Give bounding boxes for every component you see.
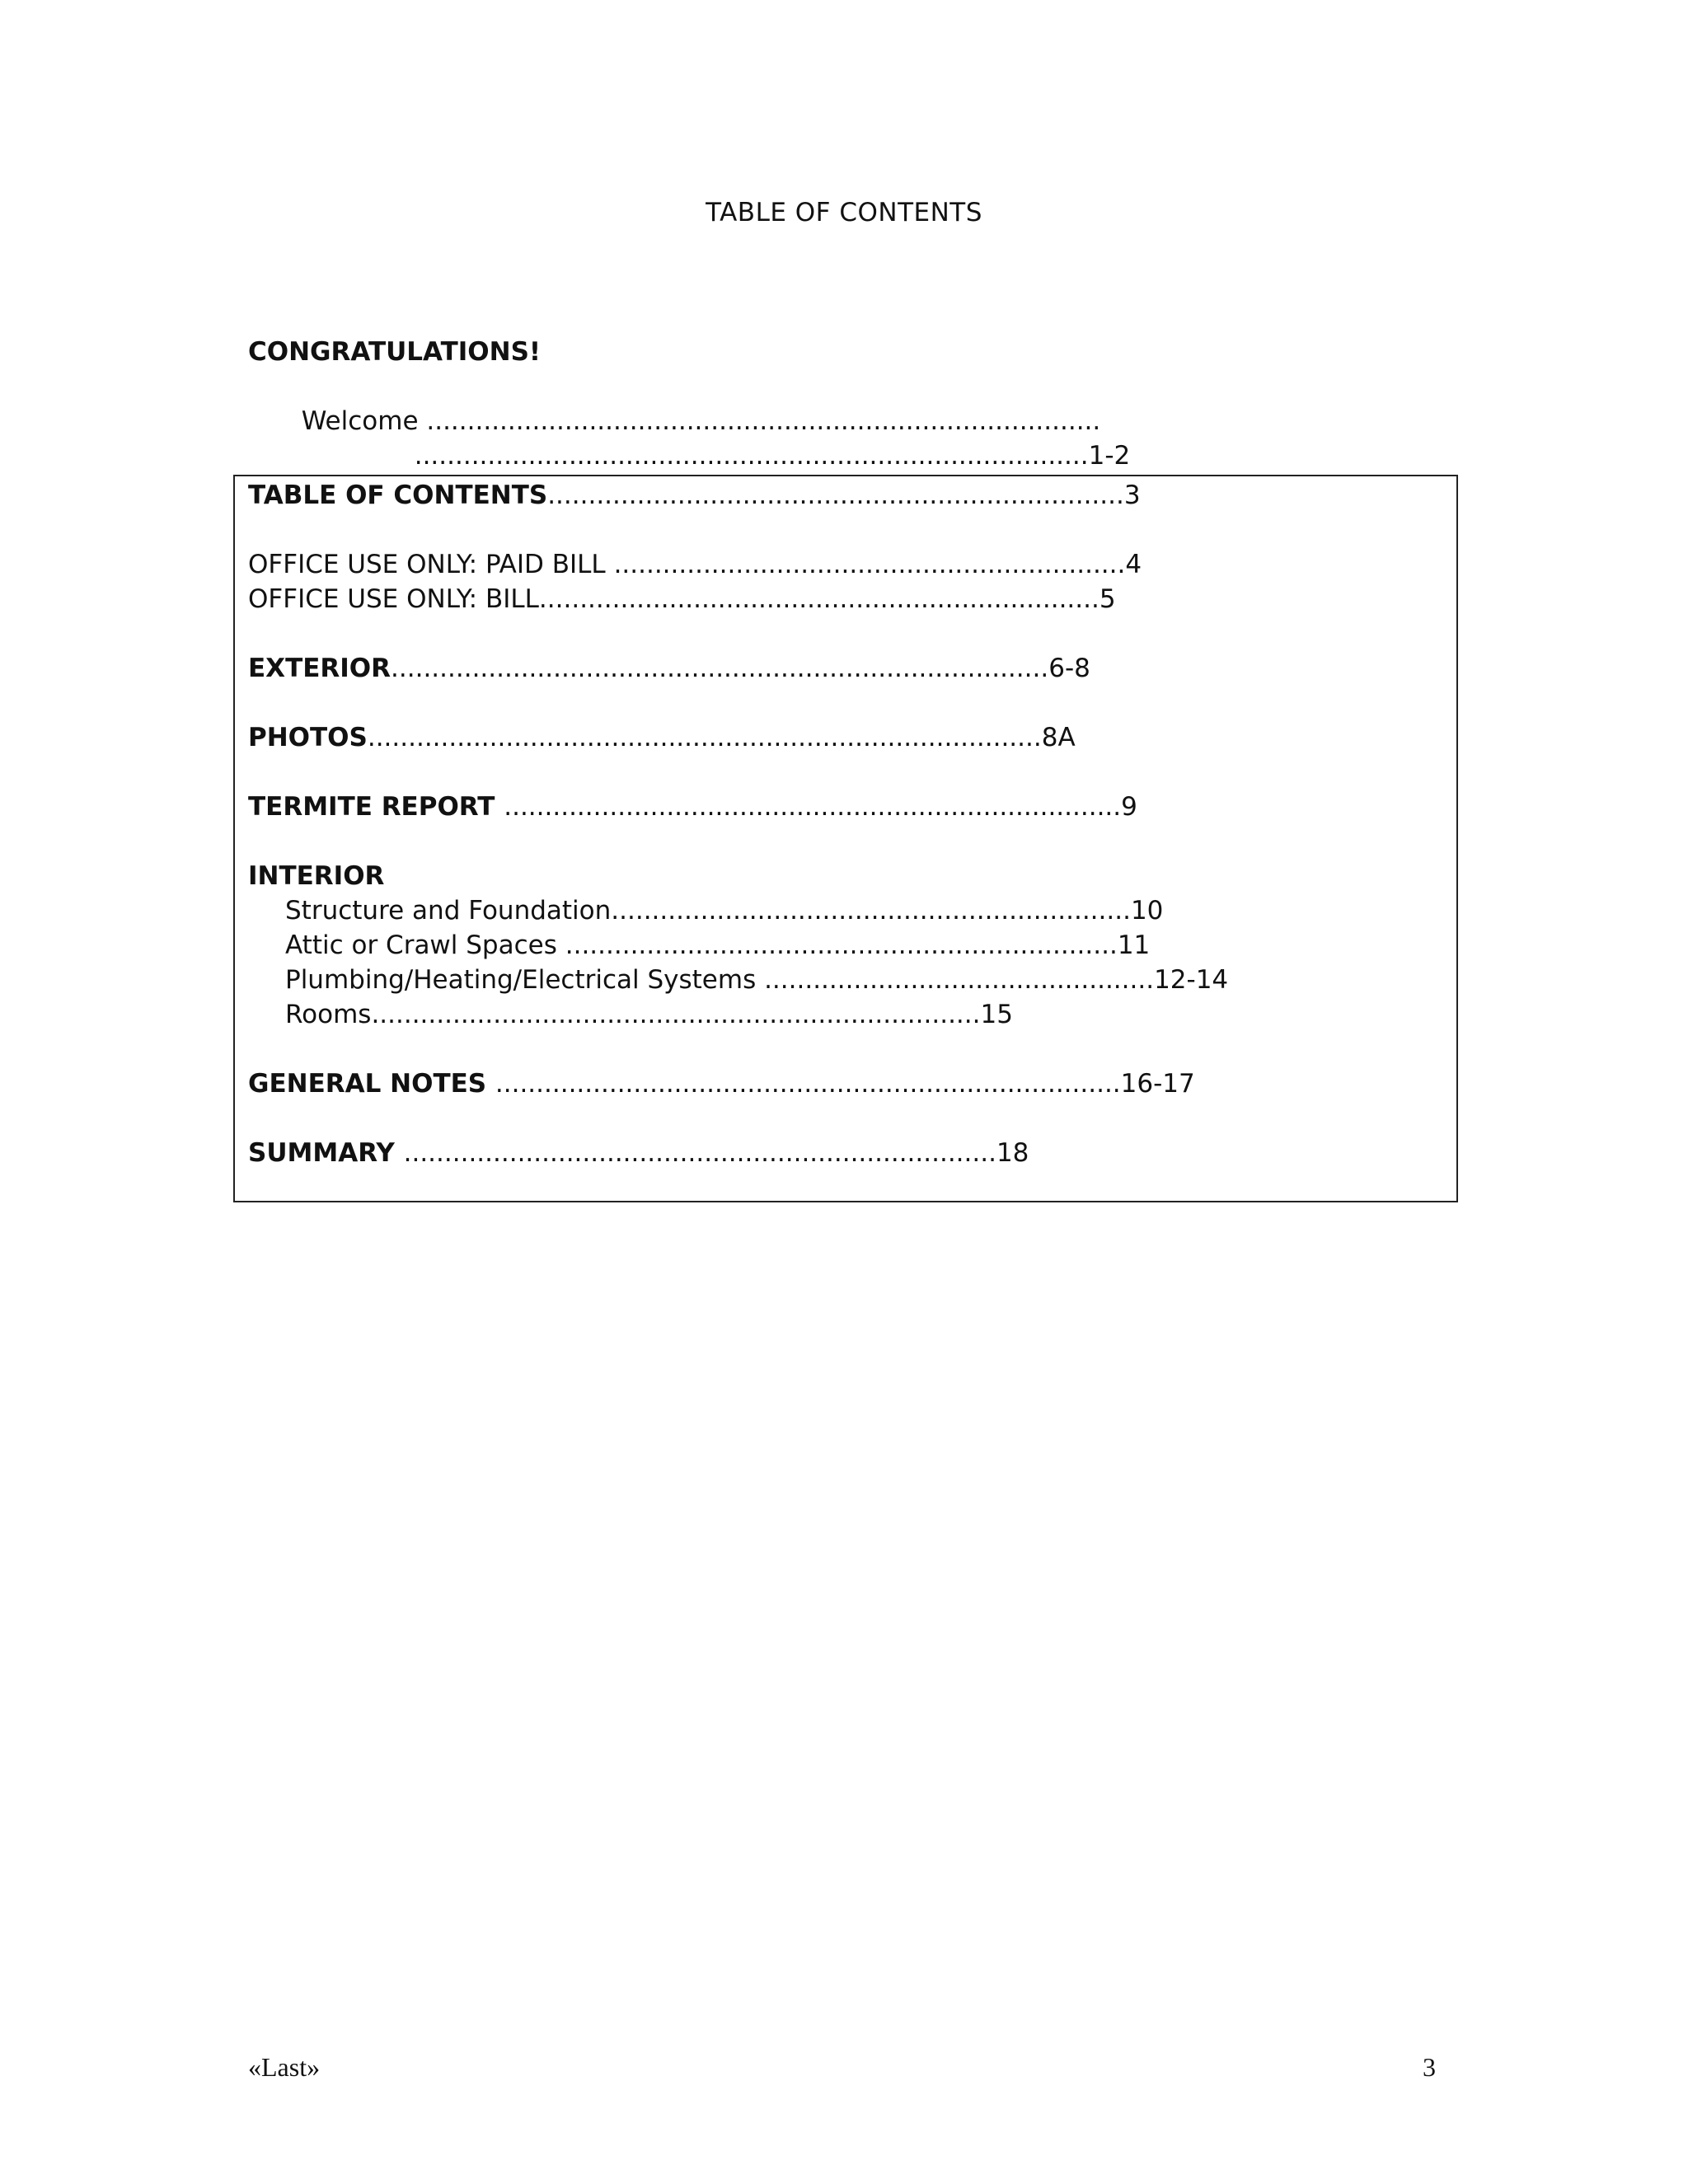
- toc-label: EXTERIOR: [248, 654, 392, 683]
- toc-page: 8A: [1041, 723, 1076, 752]
- congratulations-heading: CONGRATULATIONS!: [248, 337, 542, 367]
- toc-dots: .....................................................................: [538, 584, 1100, 614]
- toc-heading-interior: [248, 859, 384, 893]
- document-title: TABLE OF CONTENTS: [706, 198, 982, 227]
- toc-label: OFFICE USE ONLY: PAID BILL: [248, 550, 614, 579]
- toc-entry-summary[interactable]: [248, 1136, 1029, 1170]
- welcome-dots: ...................................................................................: [426, 406, 1101, 436]
- toc-label: OFFICE USE ONLY: BILL: [248, 584, 539, 614]
- toc-label: Structure and Foundation: [285, 896, 612, 926]
- toc-entry-termite-report[interactable]: [248, 790, 1137, 824]
- welcome-continuation: [398, 404, 1130, 473]
- toc-dots: ...........................................................................: [371, 1000, 981, 1029]
- toc-page: 11: [1117, 930, 1151, 960]
- toc-label: GENERAL NOTES: [248, 1069, 495, 1099]
- toc-entry-table-of-contents[interactable]: [248, 478, 1141, 513]
- toc-entry-attic-crawl[interactable]: [285, 928, 1150, 963]
- footer-page-number: 3: [1423, 2052, 1436, 2082]
- welcome-page: 1-2: [1088, 441, 1131, 471]
- toc-dots: ...................................................................................: [367, 723, 1042, 752]
- toc-dots: .......................................................................: [547, 480, 1124, 510]
- toc-label: SUMMARY: [248, 1138, 404, 1168]
- toc-dots: ................................................: [764, 965, 1155, 995]
- toc-page: 4: [1125, 550, 1142, 579]
- toc-page: 9: [1121, 792, 1137, 822]
- toc-dots: ....................................................................: [565, 930, 1118, 960]
- toc-label: TERMITE REPORT: [248, 792, 504, 822]
- toc-page: 10: [1130, 896, 1164, 926]
- toc-entry-office-paid-bill[interactable]: [248, 547, 1142, 582]
- toc-entry-plumbing-heating-electrical[interactable]: [285, 963, 1228, 997]
- toc-entry-office-bill[interactable]: [248, 582, 1116, 616]
- toc-entry-rooms[interactable]: [285, 997, 1013, 1032]
- toc-page: 12-14: [1154, 965, 1229, 995]
- toc-label: Attic or Crawl Spaces: [285, 930, 565, 960]
- toc-page: 16-17: [1120, 1069, 1195, 1099]
- toc-label: TABLE OF CONTENTS: [248, 480, 548, 510]
- toc-dots: ............................................................................: [504, 792, 1122, 822]
- welcome-label: Welcome: [301, 406, 427, 436]
- toc-dots: ................................................................: [611, 896, 1131, 926]
- welcome-dots-2: ...................................................................................: [414, 441, 1089, 471]
- toc-entry-structure-foundation[interactable]: [285, 893, 1163, 928]
- toc-dots: .................................................................................: [391, 654, 1049, 683]
- toc-dots: .............................................................................: [495, 1069, 1121, 1099]
- toc-entry-photos[interactable]: [248, 720, 1076, 755]
- toc-label: Plumbing/Heating/Electrical Systems: [285, 965, 765, 995]
- toc-page: 5: [1099, 584, 1116, 614]
- toc-page: 18: [996, 1138, 1029, 1168]
- toc-label: PHOTOS: [248, 723, 368, 752]
- toc-page: 15: [980, 1000, 1013, 1029]
- toc-page: 3: [1123, 480, 1141, 510]
- footer-last-name: «Last»: [248, 2052, 321, 2082]
- toc-label: INTERIOR: [248, 861, 385, 891]
- toc-label: Rooms: [285, 1000, 372, 1029]
- toc-entry-exterior[interactable]: [248, 651, 1090, 686]
- toc-page: 6-8: [1048, 654, 1090, 683]
- toc-dots: ...............................................................: [613, 550, 1126, 579]
- toc-entry-general-notes[interactable]: [248, 1066, 1195, 1101]
- toc-dots: .........................................................................: [403, 1138, 996, 1168]
